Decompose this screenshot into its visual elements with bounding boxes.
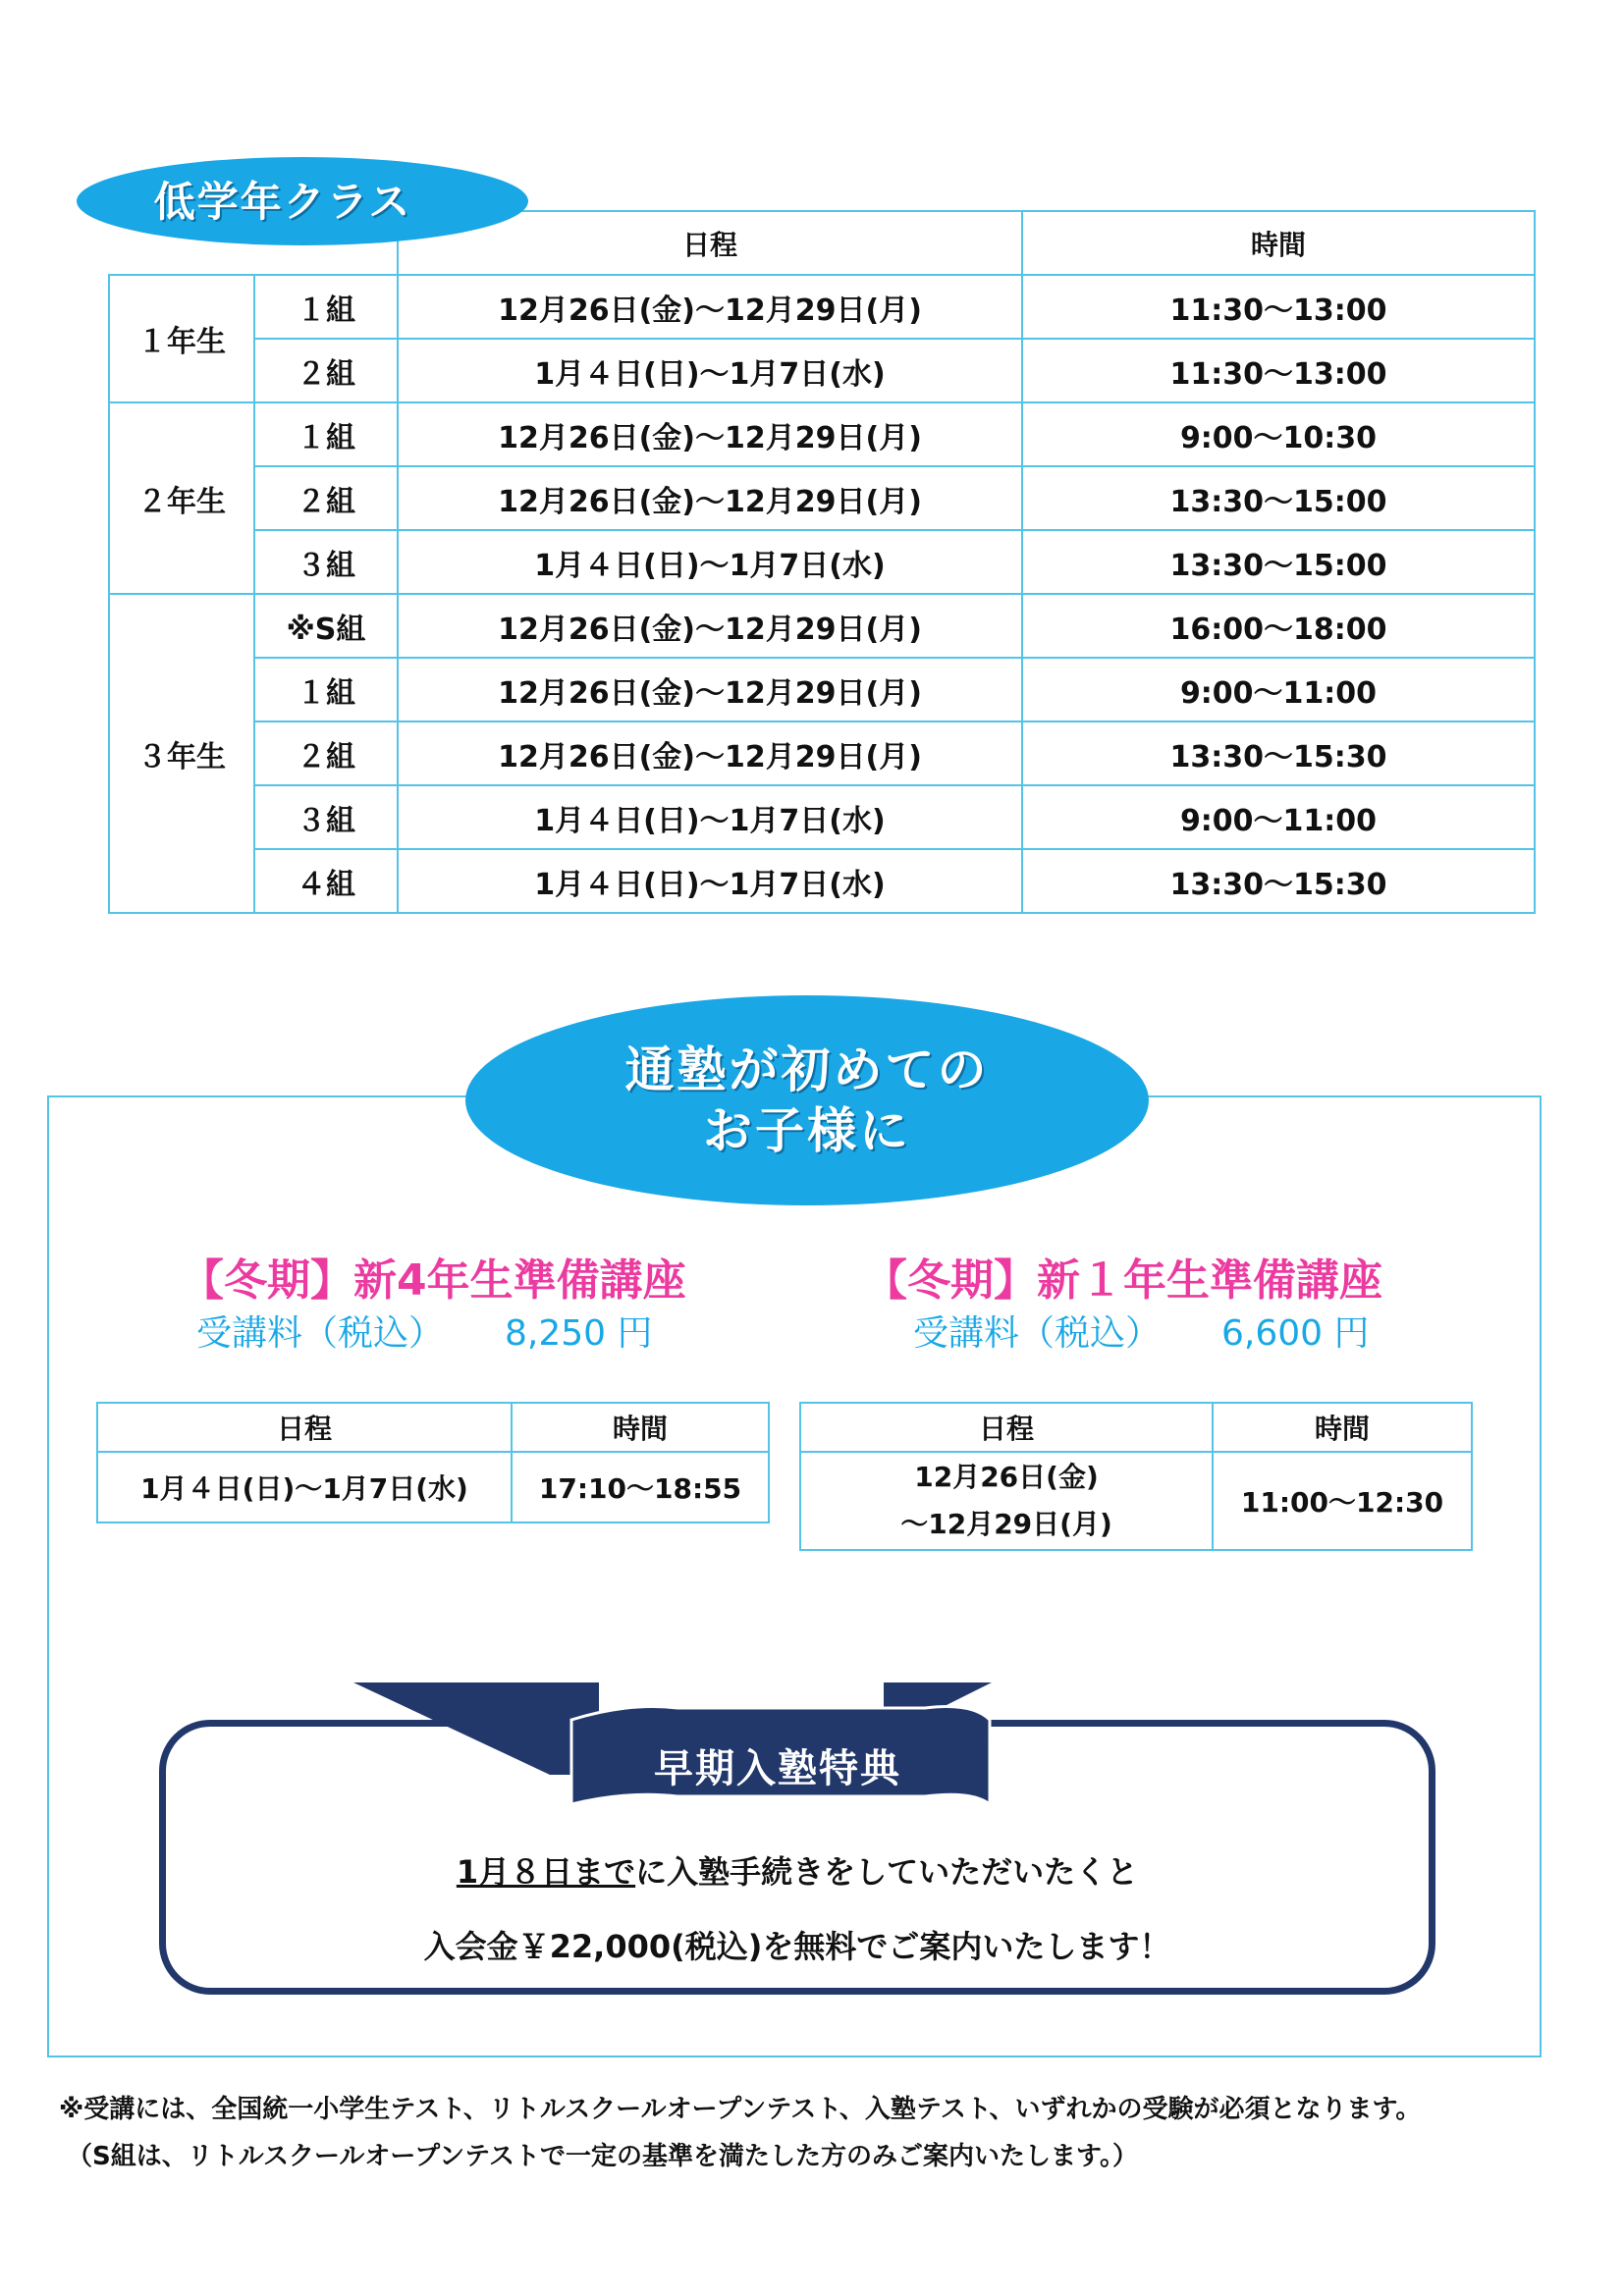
fee-amount: 8,250 円	[505, 1313, 653, 1354]
fee-amount: 6,600 円	[1221, 1313, 1370, 1354]
time-cell: 13:30～15:30	[1022, 849, 1535, 913]
schedule-cell: 1月４日(日)～1月7日(水)	[398, 785, 1022, 849]
time-cell: 9:00～11:00	[1022, 785, 1535, 849]
table-row	[109, 466, 1535, 530]
schedule-cell: 12月26日(金)～12月29日(月)	[398, 594, 1022, 658]
schedule-cell	[800, 1452, 1213, 1550]
time-cell: 9:00～10:30	[1022, 402, 1535, 466]
fee-label: 受講料（税込）	[913, 1313, 1162, 1354]
schedule-cell: 12月26日(金)～12月29日(月)	[398, 275, 1022, 339]
group-cell: １組	[254, 658, 398, 721]
table-row	[109, 339, 1535, 402]
schedule-cell: 12月26日(金)～12月29日(月)	[398, 721, 1022, 785]
time-cell: 13:30～15:00	[1022, 530, 1535, 594]
table-row	[109, 658, 1535, 721]
time-cell: 11:00～12:30	[1213, 1452, 1472, 1550]
lower-class-schedule-table	[108, 210, 1536, 914]
first-time-title-line2: お子様に	[703, 1102, 911, 1159]
course-title-1st: 【冬期】新１年生準備講座	[864, 1255, 1382, 1306]
course-table-4th	[96, 1402, 770, 1523]
header-schedule: 日程	[398, 211, 1022, 275]
table-row	[109, 275, 1535, 339]
schedule-cell: 1月４日(日)～1月7日(水)	[398, 530, 1022, 594]
header-time: 時間	[1213, 1403, 1472, 1452]
ribbon-left-tail	[353, 1682, 599, 1775]
time-cell: 13:30～15:30	[1022, 721, 1535, 785]
table-row	[109, 785, 1535, 849]
header-time: 時間	[1022, 211, 1535, 275]
group-cell: ※S組	[254, 594, 398, 658]
table-row	[109, 402, 1535, 466]
table-row	[109, 530, 1535, 594]
first-time-title-line1: 通塾が初めての	[624, 1041, 990, 1098]
lower-class-tag	[77, 157, 528, 245]
grade-label: １年生	[109, 275, 254, 402]
group-cell: ２組	[254, 466, 398, 530]
time-cell: 11:30～13:00	[1022, 275, 1535, 339]
grade-label: ３年生	[109, 594, 254, 913]
benefit-line1	[159, 1847, 1435, 1893]
group-cell: ３組	[254, 785, 398, 849]
fee-label: 受講料（税込）	[196, 1313, 445, 1354]
first-time-title-badge	[465, 995, 1149, 1205]
course-title-4th: 【冬期】新4年生準備講座	[181, 1255, 686, 1306]
benefit-deadline: 1月８日まで	[456, 1853, 636, 1891]
course-fee-1st	[913, 1306, 1370, 1356]
group-cell: ３組	[254, 530, 398, 594]
group-cell: １組	[254, 275, 398, 339]
header-schedule: 日程	[97, 1403, 512, 1452]
header-time: 時間	[512, 1403, 769, 1452]
lower-class-tag-label: 低学年クラス	[153, 178, 412, 226]
schedule-line1: 12月26日(金)	[914, 1461, 1099, 1493]
schedule-line2: ～12月29日(月)	[900, 1508, 1112, 1540]
schedule-cell: 12月26日(金)～12月29日(月)	[398, 466, 1022, 530]
table-row	[109, 594, 1535, 658]
schedule-cell: 12月26日(金)～12月29日(月)	[398, 402, 1022, 466]
table-row	[109, 849, 1535, 913]
time-cell: 17:10～18:55	[512, 1452, 769, 1522]
time-cell: 11:30～13:00	[1022, 339, 1535, 402]
group-cell: ２組	[254, 339, 398, 402]
benefit-title: 早期入塾特典	[654, 1746, 901, 1791]
note-line1: ※受講には、全国統一小学生テスト、リトルスクールオープンテスト、入塾テスト、いずれかの受験が必須となります。	[59, 2095, 1422, 2124]
grade-label: ２年生	[109, 402, 254, 594]
course-fee-4th	[196, 1306, 653, 1356]
schedule-cell: 1月４日(日)～1月7日(水)	[97, 1452, 512, 1522]
benefit-line1-text: に入塾手続きをしていただいたくと	[635, 1853, 1139, 1891]
time-cell: 16:00～18:00	[1022, 594, 1535, 658]
header-schedule: 日程	[800, 1403, 1213, 1452]
schedule-cell: 1月４日(日)～1月7日(水)	[398, 339, 1022, 402]
time-cell: 9:00～11:00	[1022, 658, 1535, 721]
course-table-1st	[799, 1402, 1473, 1551]
schedule-cell: 12月26日(金)～12月29日(月)	[398, 658, 1022, 721]
schedule-cell: 1月４日(日)～1月7日(水)	[398, 849, 1022, 913]
time-cell: 13:30～15:00	[1022, 466, 1535, 530]
group-cell: ２組	[254, 721, 398, 785]
benefit-line2: 入会金￥22,000(税込)を無料でご案内いたします！	[423, 1928, 1171, 1965]
group-cell: １組	[254, 402, 398, 466]
table-row	[109, 721, 1535, 785]
note-line2: （S組は、リトルスクールオープンテストで一定の基準を満たした方のみご案内いたします。）	[67, 2142, 1138, 2171]
group-cell: ４組	[254, 849, 398, 913]
